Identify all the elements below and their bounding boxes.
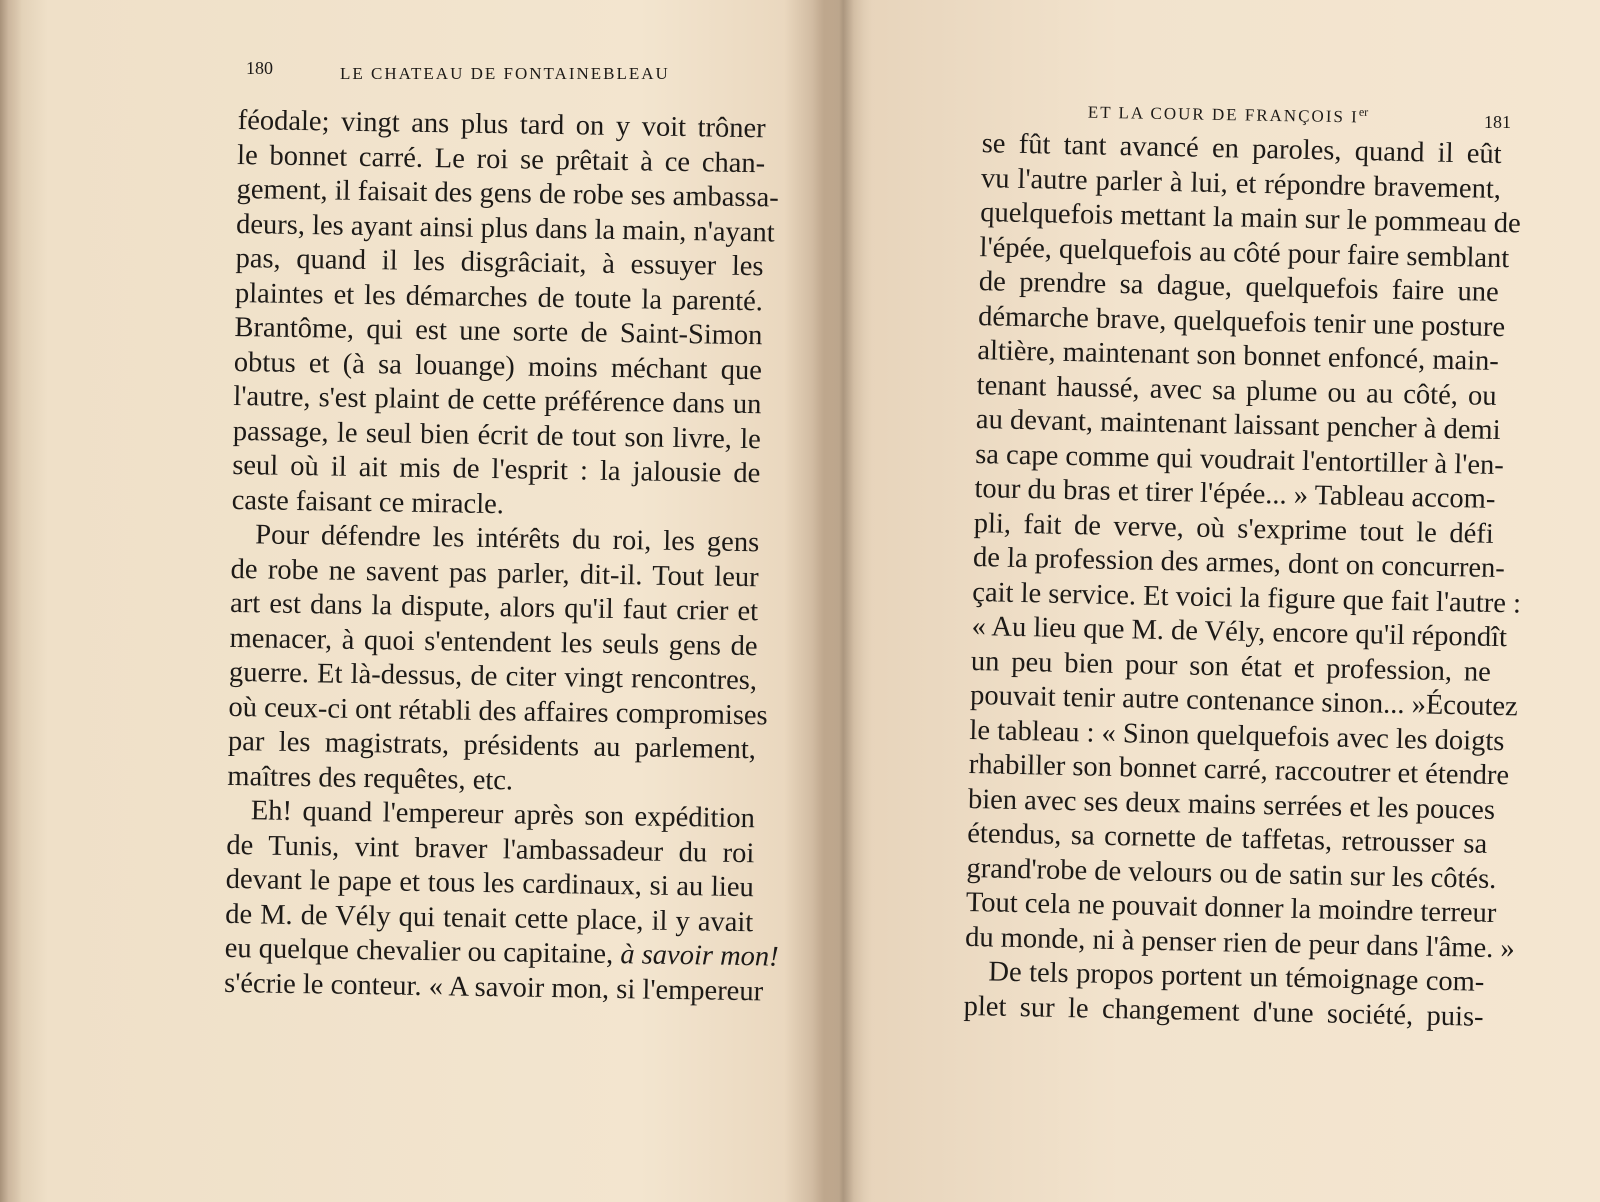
text-line: plaintes et les démarches de toute la parenté. [234,277,764,317]
text-line: gement, il faisait des gens de robe ses ambassa- [236,173,779,214]
text-line: passage, le seul bien écrit de tout son livre, le [232,415,762,455]
text-line: par les magistrats, présidents au parlement, [227,725,757,766]
text-line: du monde, ni à penser rien de peur dans l'âme. » [964,921,1515,964]
text-line: s'écrie le conteur. « A savoir mon, si l'empereur [223,967,764,1007]
text-line: Eh! quand l'empereur après son expédition [250,795,756,835]
italic-phrase: à savoir mon! [620,939,779,973]
right-page [840,0,1600,1202]
text-line: au devant, maintenant laissant pencher à demi [975,404,1501,447]
text-line: où ceux-ci ont rétabli des affaires compromises [228,691,768,731]
text-line: Tout cela ne pouvait donner la moindre terreur [965,886,1497,930]
text-line: menacer, à quoi s'entendent les seuls gens de [229,622,758,662]
text-line: vu l'autre parler à lui, et répondre bravement, [980,162,1502,205]
right-text-block [963,127,1522,1035]
running-head-superscript: er [1358,104,1369,119]
text-line: deurs, les ayant ainsi plus dans la main, n'ayant [235,208,775,248]
text-line: art est dans la dispute, alors qu'il faut crier et [229,587,759,628]
text-line: devant le pape et tous les cardinaux, si au lieu [225,863,754,904]
text-line: « Au lieu que M. de Vély, encore qu'il répondît [971,611,1508,654]
page-number-left: 180 [246,58,273,78]
running-head-right [1088,100,1369,128]
text-fragment: eu quelque chevalier ou capitaine, [224,932,621,971]
text-line: pas, quand il les disgrâciait, à essuyer les [235,242,764,283]
running-head-text: ET LA COUR DE FRANÇOIS I [1087,102,1359,127]
text-line: seul où il ait mis de l'esprit : la jalousie de [232,449,761,490]
text-line: obtus et (à sa louange) moins méchant que [233,346,763,386]
text-line: Pour défendre les intérêts du roi, les gens [254,519,760,559]
text-line: de prendre sa dague, quelquefois faire une [978,266,1500,308]
text-line: altière, maintenant son bonnet enfoncé, main- [977,335,1500,377]
text-line: tenant haussé, avec sa plume ou au côté, ou [976,369,1497,412]
page-number-right: 181 [1484,112,1511,132]
text-line: plet sur le changement d'une société, puis- [963,990,1484,1033]
text-line: quelquefois mettant la main sur le pommeau de [979,197,1522,240]
text-line: pli, fait de verve, où s'exprime tout le défi [973,507,1495,550]
text-line: se fût tant avancé en paroles, quand il eût [981,128,1502,170]
left-text-block [223,104,779,1009]
text-line: étendus, sa cornette de taffetas, retrousser sa [966,817,1488,860]
text-line: démarche brave, quelquefois tenir une posture [977,300,1506,343]
text-line: de la profession des armes, dont on concurren- [972,542,1506,585]
text-line: De tels propos portent un témoignage com- [988,956,1485,998]
text-line: pouvait tenir autre contenance sinon... »Écoutez [969,679,1519,723]
text-line: l'épée, quelquefois au côté pour faire semblant [979,231,1510,274]
text-line: çait le service. Et voici la figure que fait l'autre : [972,576,1522,619]
running-head-left: LE CHATEAU DE FONTAINEBLEAU [340,64,670,83]
text-line: Brantôme, qui est une sorte de Saint-Simon [234,311,763,352]
text-line: un peu bien pour son état et profession, ne [970,645,1492,688]
text-line: grand'robe de velours ou de satin sur les côtés. [966,852,1497,895]
text-line: le tableau : « Sinon quelquefois avec les doigts [969,714,1505,757]
text-line: féodale; vingt ans plus tard on y voit trôner [237,104,766,145]
text-line: tour du bras et tirer l'épée... » Tableau accom- [974,473,1496,515]
text-line: l'autre, s'est plaint de cette préférence dans un [233,380,762,421]
text-line: caste faisant ce miracle. [231,484,505,520]
text-line: guerre. Et là-dessus, de citer vingt rencontres, [228,656,758,697]
text-line: le bonnet carré. Le roi se prêtait à ce chan- [236,139,766,179]
text-line: de M. de Vély qui tenait cette place, il y avait [225,898,754,938]
text-line: rhabiller son bonnet carré, raccoutrer et étendre [968,748,1510,792]
text-line: bien avec ses deux mains serrées et les pouces [967,783,1496,826]
text-line: de robe ne savent pas parler, dit-il. Tout leur [230,553,759,593]
text-line: sa cape comme qui voudrait l'entortiller à l'en- [974,438,1505,481]
text-line: maîtres des requêtes, etc. [227,760,514,796]
text-line: de Tunis, vint braver l'ambassadeur du roi [226,829,755,869]
